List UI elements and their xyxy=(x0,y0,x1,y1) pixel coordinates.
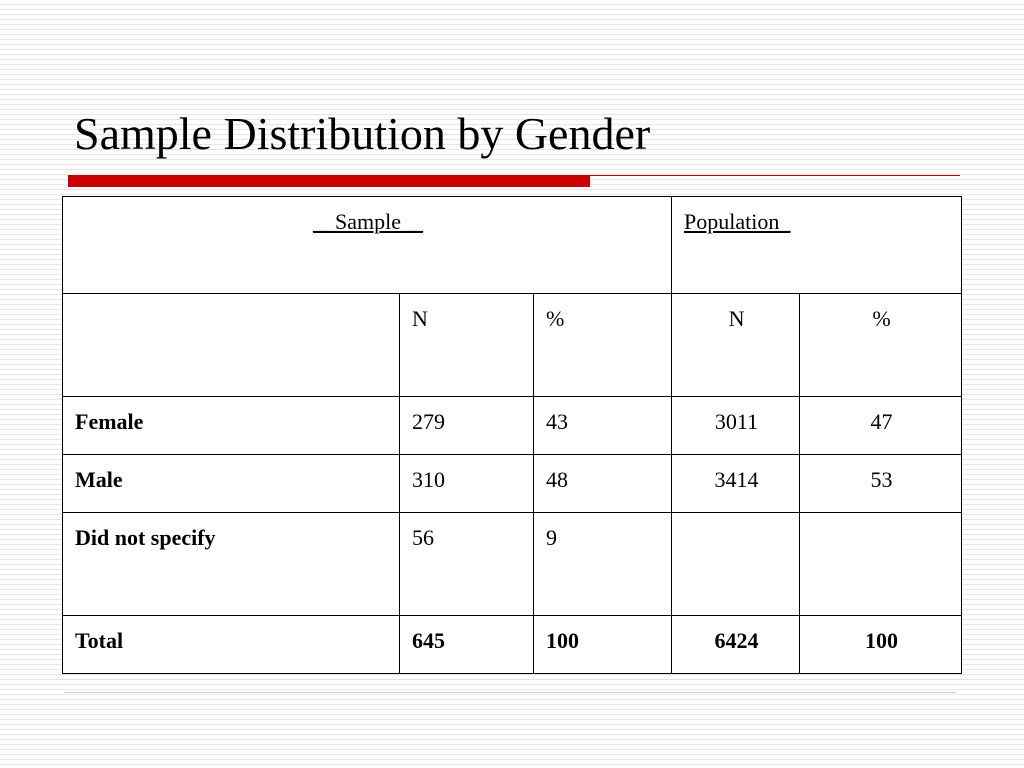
sample-pct-header: % xyxy=(534,294,672,397)
population-pct-cell xyxy=(800,513,962,616)
sample-pct-cell: 43 xyxy=(534,397,672,455)
sample-n-cell: 279 xyxy=(400,397,534,455)
population-n-cell: 3011 xyxy=(672,397,800,455)
sample-n-cell: 645 xyxy=(400,616,534,674)
title-accent-line xyxy=(590,175,960,176)
row-label: Did not specify xyxy=(63,513,400,616)
table-row-female xyxy=(63,397,962,455)
sample-pct-cell: 48 xyxy=(534,455,672,513)
sub-header-row xyxy=(63,294,962,397)
sample-group-header: __Sample__ xyxy=(63,197,672,294)
population-n-cell xyxy=(672,513,800,616)
sample-pct-cell: 100 xyxy=(534,616,672,674)
population-n-cell: 3414 xyxy=(672,455,800,513)
slide-title: Sample Distribution by Gender xyxy=(74,108,651,159)
row-label: Total xyxy=(63,616,400,674)
group-header-row xyxy=(63,197,962,294)
row-label: Male xyxy=(63,455,400,513)
population-n-header: N xyxy=(672,294,800,397)
population-group-header: Population_ xyxy=(672,197,962,294)
empty-header-cell xyxy=(63,294,400,397)
row-label: Female xyxy=(63,397,400,455)
sample-n-cell: 310 xyxy=(400,455,534,513)
sample-n-cell: 56 xyxy=(400,513,534,616)
table-row-did-not-specify xyxy=(63,513,962,616)
population-pct-cell: 100 xyxy=(800,616,962,674)
table-row-male xyxy=(63,455,962,513)
sample-n-header: N xyxy=(400,294,534,397)
title-accent-bar xyxy=(68,175,590,187)
population-pct-cell: 53 xyxy=(800,455,962,513)
footer-divider xyxy=(64,692,956,693)
table-row-total xyxy=(63,616,962,674)
sample-pct-cell: 9 xyxy=(534,513,672,616)
population-n-cell: 6424 xyxy=(672,616,800,674)
distribution-table xyxy=(62,196,962,674)
population-pct-cell: 47 xyxy=(800,397,962,455)
population-pct-header: % xyxy=(800,294,962,397)
